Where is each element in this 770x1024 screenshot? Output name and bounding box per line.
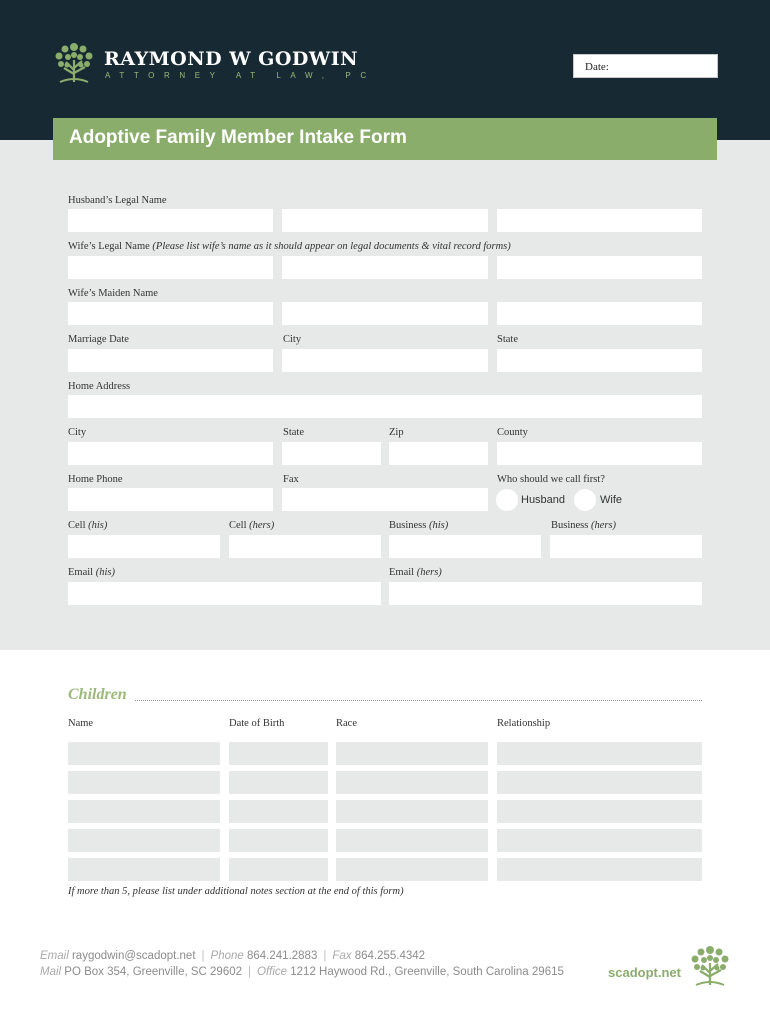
fax-label: Fax: [283, 474, 299, 485]
child-dob-field[interactable]: [229, 829, 328, 852]
marriage-date-label: Marriage Date: [68, 334, 129, 345]
cell-text: Cell: [229, 520, 247, 531]
child-race-field[interactable]: [336, 800, 488, 823]
footer-contact-line: [40, 950, 425, 962]
child-name-field[interactable]: [68, 829, 220, 852]
city-label: City: [68, 427, 87, 438]
home-phone-field[interactable]: [68, 488, 273, 511]
cell-his-field[interactable]: [68, 535, 220, 558]
footer-email-key: Email: [40, 950, 69, 962]
marriage-state-label: State: [497, 334, 518, 345]
firm-name: RAYMOND W GODWIN: [104, 48, 358, 70]
cell-his-text: (his): [88, 520, 108, 531]
child-race-field[interactable]: [336, 742, 488, 765]
child-dob-field[interactable]: [229, 771, 328, 794]
husband-first-name-field[interactable]: [68, 209, 273, 232]
children-col-race: Race: [336, 718, 357, 729]
business-his-text: (his): [428, 520, 449, 531]
husband-radio-label: Husband: [521, 494, 566, 506]
children-col-relationship: Relationship: [497, 718, 551, 729]
home-phone-label: Home Phone: [68, 474, 123, 485]
email-hers-text: (hers): [416, 567, 442, 578]
marriage-date-field[interactable]: [68, 349, 273, 372]
husband-legal-name-label: Husband’s Legal Name: [68, 195, 167, 206]
footer-office-key: Office: [257, 966, 288, 978]
fax-field[interactable]: [282, 488, 488, 511]
footer-fax: 864.255.4342: [354, 950, 426, 962]
wife-last-name-field[interactable]: [497, 256, 702, 279]
wife-middle-name-field[interactable]: [282, 256, 488, 279]
footer-phone: 864.241.2883: [247, 950, 318, 962]
wife-legal-name-text: Wife’s Legal Name: [68, 241, 150, 252]
footer-website[interactable]: scadopt.net: [608, 965, 681, 980]
child-name-field[interactable]: [68, 858, 220, 881]
wife-first-name-field[interactable]: [68, 256, 273, 279]
footer-office: 1212 Haywood Rd., Greenville, South Carolina 29615: [290, 966, 564, 978]
marriage-city-field[interactable]: [282, 349, 488, 372]
children-note: If more than 5, please list under additional notes section at the end of this form): [68, 886, 404, 897]
date-label: Date:: [585, 61, 609, 73]
footer-separator: |: [323, 950, 327, 962]
email-his-text: (his): [95, 567, 115, 578]
wife-legal-name-label: [68, 241, 511, 252]
tree-icon: [52, 40, 96, 84]
business-text: Business: [551, 520, 589, 531]
email-text: Email: [389, 567, 415, 578]
who-call-first-label: Who should we call first?: [497, 474, 605, 485]
city-field[interactable]: [68, 442, 273, 465]
zip-label: Zip: [389, 427, 404, 438]
footer-address-line: [40, 966, 564, 978]
footer-separator: |: [201, 950, 205, 962]
maiden-last-name-field[interactable]: [497, 302, 702, 325]
state-field[interactable]: [282, 442, 381, 465]
marriage-city-label: City: [283, 334, 302, 345]
business-text: Business: [389, 520, 427, 531]
footer-email[interactable]: raygodwin@scadopt.net: [71, 950, 196, 962]
email-his-label: [68, 567, 115, 578]
maiden-first-name-field[interactable]: [68, 302, 273, 325]
child-dob-field[interactable]: [229, 742, 328, 765]
child-race-field[interactable]: [336, 858, 488, 881]
footer-mail-key: Mail: [40, 966, 62, 978]
cell-hers-text: (hers): [249, 520, 275, 531]
cell-text: Cell: [68, 520, 86, 531]
business-his-label: [389, 520, 448, 531]
cell-hers-label: [229, 520, 274, 531]
business-hers-text: (hers): [590, 520, 617, 531]
child-relationship-field[interactable]: [497, 771, 702, 794]
husband-radio[interactable]: [496, 489, 518, 511]
email-hers-field[interactable]: [389, 582, 702, 605]
cell-hers-field[interactable]: [229, 535, 381, 558]
zip-field[interactable]: [389, 442, 488, 465]
marriage-state-field[interactable]: [497, 349, 702, 372]
footer-separator: |: [248, 966, 252, 978]
child-dob-field[interactable]: [229, 858, 328, 881]
wife-maiden-name-label: Wife’s Maiden Name: [68, 288, 158, 299]
form-title-bar: [53, 118, 717, 160]
business-hers-label: [551, 520, 616, 531]
maiden-middle-name-field[interactable]: [282, 302, 488, 325]
child-race-field[interactable]: [336, 771, 488, 794]
footer-fax-key: Fax: [332, 950, 352, 962]
state-label: State: [283, 427, 304, 438]
email-his-field[interactable]: [68, 582, 381, 605]
business-hers-field[interactable]: [550, 535, 702, 558]
firm-subtitle: ATTORNEY AT LAW, PC: [105, 71, 376, 80]
child-relationship-field[interactable]: [497, 800, 702, 823]
child-dob-field[interactable]: [229, 800, 328, 823]
child-name-field[interactable]: [68, 771, 220, 794]
email-hers-label: [389, 567, 442, 578]
county-field[interactable]: [497, 442, 702, 465]
footer-phone-key: Phone: [210, 950, 244, 962]
husband-last-name-field[interactable]: [497, 209, 702, 232]
date-field[interactable]: [573, 54, 718, 78]
business-his-field[interactable]: [389, 535, 541, 558]
home-address-field[interactable]: [68, 395, 702, 418]
tree-icon: [688, 943, 732, 987]
wife-radio[interactable]: [574, 489, 596, 511]
form-title: Adoptive Family Member Intake Form: [69, 127, 407, 148]
husband-middle-name-field[interactable]: [282, 209, 488, 232]
wife-legal-name-note: (Please list wife’s name as it should appear on legal documents & vital record forms): [152, 241, 511, 252]
footer-mail: PO Box 354, Greenville, SC 29602: [64, 966, 243, 978]
child-name-field[interactable]: [68, 800, 220, 823]
child-race-field[interactable]: [336, 829, 488, 852]
home-address-label: Home Address: [68, 381, 131, 392]
children-col-name: Name: [68, 718, 94, 729]
cell-his-label: [68, 520, 107, 531]
child-relationship-field[interactable]: [497, 858, 702, 881]
child-name-field[interactable]: [68, 742, 220, 765]
children-divider: [135, 700, 702, 701]
child-relationship-field[interactable]: [497, 829, 702, 852]
wife-radio-label: Wife: [600, 494, 622, 506]
children-section-title: Children: [68, 686, 127, 703]
email-text: Email: [68, 567, 94, 578]
child-relationship-field[interactable]: [497, 742, 702, 765]
county-label: County: [497, 427, 528, 438]
children-col-dob: Date of Birth: [229, 718, 285, 729]
